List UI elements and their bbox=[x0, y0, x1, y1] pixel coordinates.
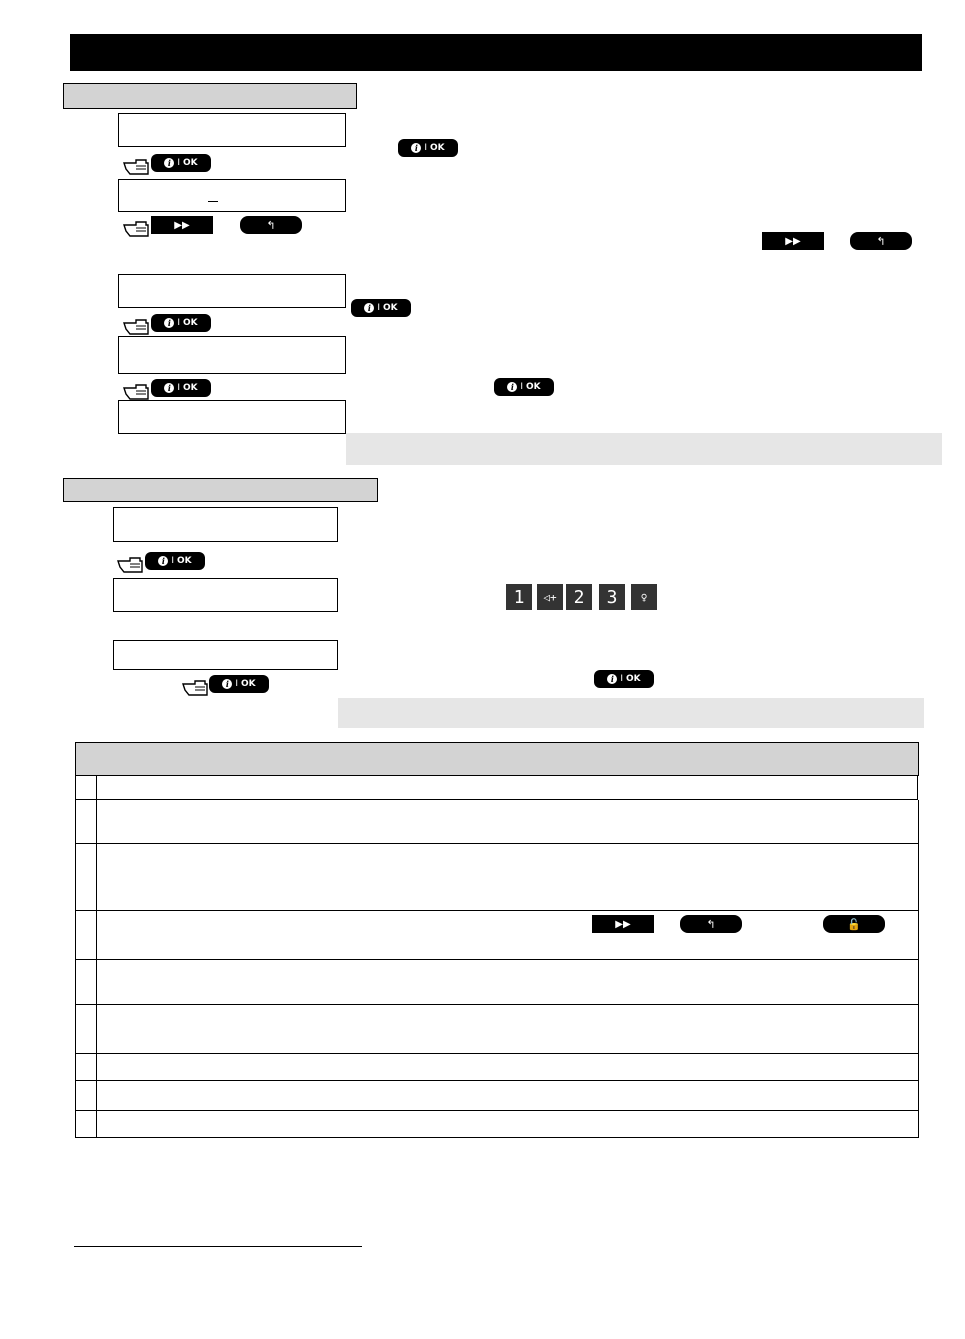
table-row bbox=[75, 1054, 919, 1081]
ok-label: OK bbox=[183, 158, 198, 168]
ok-label: OK bbox=[183, 318, 198, 328]
table-row-number-cell bbox=[76, 960, 97, 1004]
ok-label: OK bbox=[241, 679, 256, 689]
next-glyph: ▶▶ bbox=[785, 235, 801, 247]
table-header bbox=[75, 742, 919, 776]
info-ok-key-icon bbox=[494, 378, 554, 396]
info-glyph: i bbox=[164, 318, 174, 328]
footnote-separator bbox=[74, 1246, 362, 1247]
next-key-icon bbox=[592, 915, 654, 933]
pointing-hand-icon bbox=[122, 219, 150, 239]
back-key-icon bbox=[240, 216, 302, 234]
table-row bbox=[75, 844, 919, 911]
lcd-display-2 bbox=[118, 179, 346, 212]
separator-glyph: I bbox=[177, 383, 181, 393]
back-glyph: ↰ bbox=[876, 234, 886, 248]
keypad-key-3-icon bbox=[599, 584, 625, 610]
volume-key-icon bbox=[537, 584, 563, 610]
table-row-number-cell bbox=[76, 1005, 97, 1053]
table-row bbox=[75, 776, 918, 800]
note-box-2 bbox=[338, 698, 924, 728]
ok-label: OK bbox=[430, 143, 445, 153]
bulb-key-icon bbox=[631, 584, 657, 610]
info-glyph: i bbox=[222, 679, 232, 689]
info-glyph: i bbox=[164, 383, 174, 393]
table-row bbox=[75, 1111, 919, 1138]
next-key-icon bbox=[762, 232, 824, 250]
table-row-number-cell bbox=[76, 776, 97, 799]
info-glyph: i bbox=[411, 143, 421, 153]
section-2-heading bbox=[63, 478, 378, 502]
table-row-number-cell bbox=[76, 800, 97, 843]
next-key-icon bbox=[151, 216, 213, 234]
pointing-hand-icon bbox=[122, 157, 150, 177]
text-cursor bbox=[208, 201, 218, 202]
info-ok-key-icon bbox=[209, 675, 269, 693]
ok-label: OK bbox=[177, 556, 192, 566]
info-ok-key-icon bbox=[151, 154, 211, 172]
table-row bbox=[75, 1005, 919, 1054]
lcd-display-8 bbox=[113, 640, 338, 670]
info-glyph: i bbox=[158, 556, 168, 566]
separator-glyph: I bbox=[377, 303, 381, 313]
table-row-number-cell bbox=[76, 1054, 97, 1080]
ok-label: OK bbox=[383, 303, 398, 313]
lcd-display-5 bbox=[118, 400, 346, 434]
section-1-heading bbox=[63, 83, 357, 109]
lcd-display-7 bbox=[113, 578, 338, 612]
separator-glyph: I bbox=[620, 674, 624, 684]
back-key-icon bbox=[850, 232, 912, 250]
back-glyph: ↰ bbox=[706, 917, 716, 931]
digit-2-label: 2 bbox=[573, 586, 585, 608]
info-ok-key-icon bbox=[594, 670, 654, 688]
separator-glyph: I bbox=[520, 382, 524, 392]
unlock-key-icon bbox=[823, 915, 885, 933]
back-key-icon bbox=[680, 915, 742, 933]
lcd-display-3 bbox=[118, 274, 346, 308]
keypad-key-2-icon bbox=[566, 584, 592, 610]
table-row bbox=[75, 1081, 919, 1111]
table-row-number-cell bbox=[76, 844, 97, 910]
info-ok-key-icon bbox=[151, 314, 211, 332]
info-glyph: i bbox=[507, 382, 517, 392]
separator-glyph: I bbox=[177, 158, 181, 168]
lcd-display-6 bbox=[113, 507, 338, 542]
info-ok-key-icon bbox=[145, 552, 205, 570]
table-row bbox=[75, 800, 919, 844]
separator-glyph: I bbox=[171, 556, 175, 566]
table-row-number-cell bbox=[76, 1111, 97, 1137]
digit-1-label: 1 bbox=[513, 586, 525, 608]
pointing-hand-icon bbox=[122, 317, 150, 337]
info-glyph: i bbox=[364, 303, 374, 313]
pointing-hand-icon bbox=[181, 678, 209, 698]
info-ok-key-icon bbox=[351, 299, 411, 317]
pointing-hand-icon bbox=[116, 555, 144, 575]
next-glyph: ▶▶ bbox=[615, 918, 631, 930]
note-box-1 bbox=[346, 433, 942, 465]
next-glyph: ▶▶ bbox=[174, 219, 190, 231]
info-glyph: i bbox=[164, 158, 174, 168]
table-row-number-cell bbox=[76, 1081, 97, 1110]
ok-label: OK bbox=[626, 674, 641, 684]
digit-3-label: 3 bbox=[606, 586, 618, 608]
separator-glyph: I bbox=[424, 143, 428, 153]
info-ok-key-icon bbox=[151, 379, 211, 397]
table-row bbox=[75, 960, 919, 1005]
lcd-display-1 bbox=[118, 113, 346, 147]
pointing-hand-icon bbox=[122, 382, 150, 402]
info-ok-key-icon bbox=[398, 139, 458, 157]
volume-glyph: ◁+ bbox=[543, 590, 557, 604]
page-title-bar bbox=[70, 34, 922, 71]
ok-label: OK bbox=[183, 383, 198, 393]
ok-label: OK bbox=[526, 382, 541, 392]
table-row-number-cell bbox=[76, 911, 97, 959]
table-row bbox=[75, 911, 919, 960]
separator-glyph: I bbox=[235, 679, 239, 689]
info-glyph: i bbox=[607, 674, 617, 684]
back-glyph: ↰ bbox=[266, 218, 276, 232]
lcd-display-4 bbox=[118, 336, 346, 374]
keypad-key-1-icon bbox=[506, 584, 532, 610]
unlock-glyph: 🔓 bbox=[847, 917, 861, 931]
bulb-glyph: ♀ bbox=[640, 590, 648, 604]
separator-glyph: I bbox=[177, 318, 181, 328]
